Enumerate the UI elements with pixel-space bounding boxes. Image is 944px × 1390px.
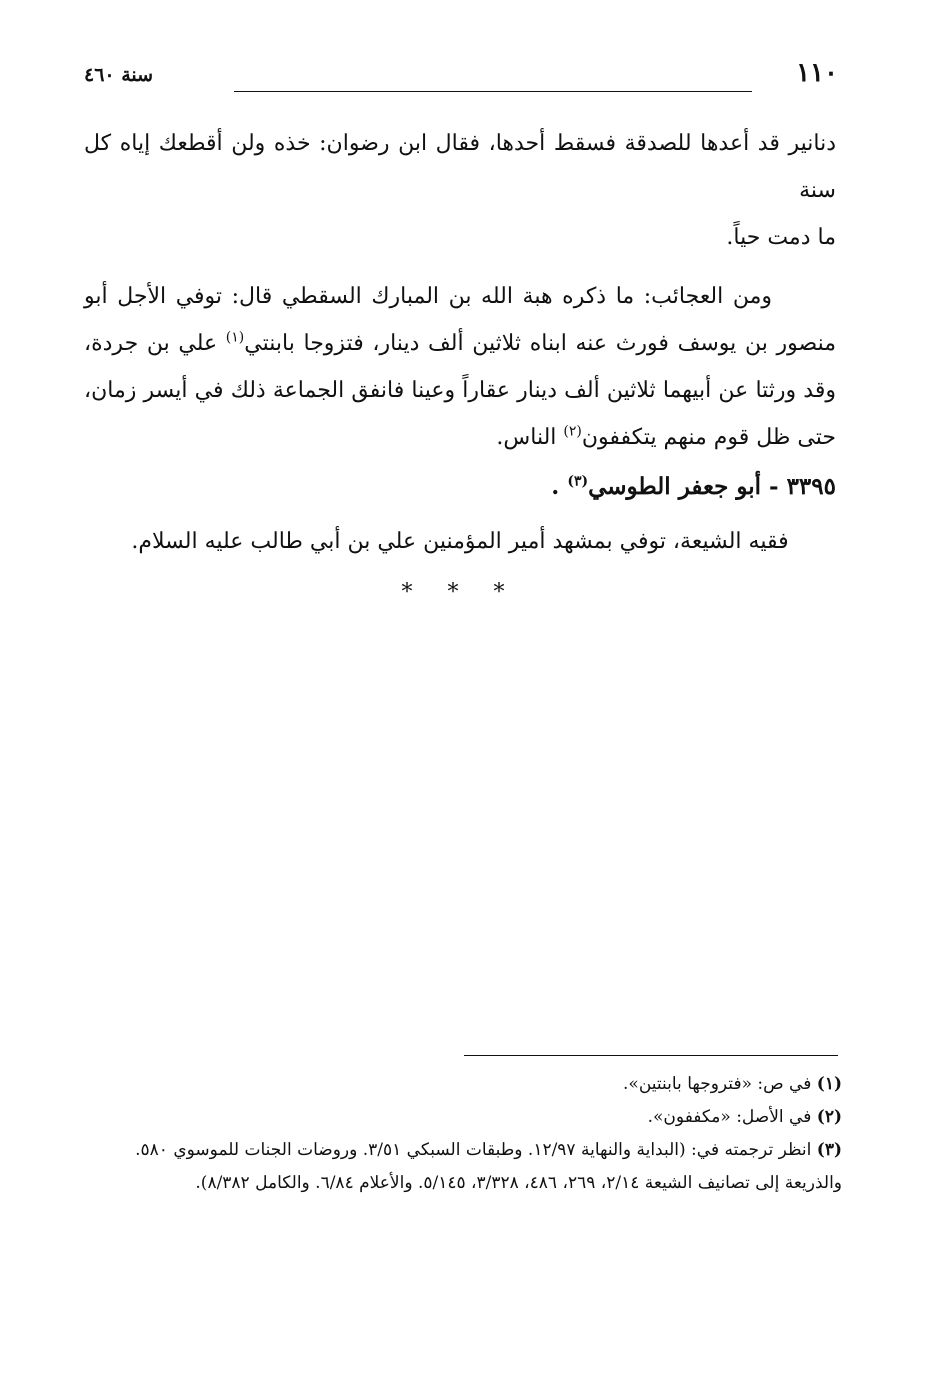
footnote-1	[84, 1068, 842, 1101]
footnote-1-label: (١)	[816, 1074, 842, 1094]
footnote-3-label: (٣)	[816, 1140, 842, 1160]
footnote-3-text: انظر ترجمته في: (البداية والنهاية ١٢/٩٧. وطبقات السبكي ٣/٥١. وروضات الجنات للموسوي ٥٨٠. والذريعة إلى تصانيف الشيعة ٢/١٤، ٢٦٩، ٤٨٦، ٣/٣٢٨، ٥/١٤٥. والأعلام ٦/٨٤. والكامل ٨/٣٨٢).	[135, 1140, 842, 1193]
paragraph-1	[84, 120, 836, 261]
footnote-1-text: في ص: «فتروجها بابنتين».	[623, 1074, 817, 1094]
header-rule	[234, 91, 752, 92]
entry-heading	[84, 463, 836, 510]
footnote-rule	[464, 1055, 838, 1056]
footnote-ref-1[interactable]: (١)	[225, 329, 245, 346]
footnote-ref-2[interactable]: (٢)	[563, 423, 582, 440]
page-number: ١١٠	[796, 58, 838, 88]
page-header	[84, 58, 838, 98]
footnote-2	[84, 1101, 842, 1134]
entry-heading-end: .	[551, 473, 568, 500]
paragraph-1-line-1: دنانير قد أعدها للصدقة فسقط أحدها، فقال ابن رضوان: خذه ولن أقطعك إياه كل سنة	[84, 131, 836, 203]
entry-heading-text: ٣٣٩٥ - أبو جعفر الطوسي	[588, 473, 836, 500]
footnotes	[84, 1068, 842, 1200]
footnote-2-text: في الأصل: «مكففون».	[647, 1107, 817, 1127]
entry-text: فقيه الشيعة، توفي بمشهد أمير المؤمنين علي بن أبي طالب عليه السلام.	[131, 529, 789, 554]
paragraph-2-part-1: ومن العجائب: ما ذكره هبة الله بن المبارك السقطي قال: توفي الأجل أبو منصور بن يوسف فورث عنه ابناه ثلاثين ألف دينار، فتزوجا بابنتي	[84, 284, 836, 356]
paragraph-1-line-2: ما دمت حياً.	[726, 225, 836, 250]
paragraph-2-part-2: علي بن جردة، وقد ورثتا عن أبيهما ثلاثين ألف دينار عقاراً وعينا فانفق الجماعة ذلك في أيسر زمان، حتى ظل قوم منهم يتكففون	[84, 331, 837, 450]
paragraph-2	[84, 273, 836, 461]
running-head: سنة ٤٦٠	[84, 64, 154, 86]
footnote-3	[84, 1134, 842, 1200]
footnote-ref-3[interactable]: (٣)	[567, 473, 589, 490]
paragraph-2-part-3: الناس.	[496, 425, 564, 450]
footnote-2-label: (٢)	[816, 1107, 842, 1127]
section-separator: * * *	[401, 580, 519, 605]
body-text	[84, 120, 836, 616]
